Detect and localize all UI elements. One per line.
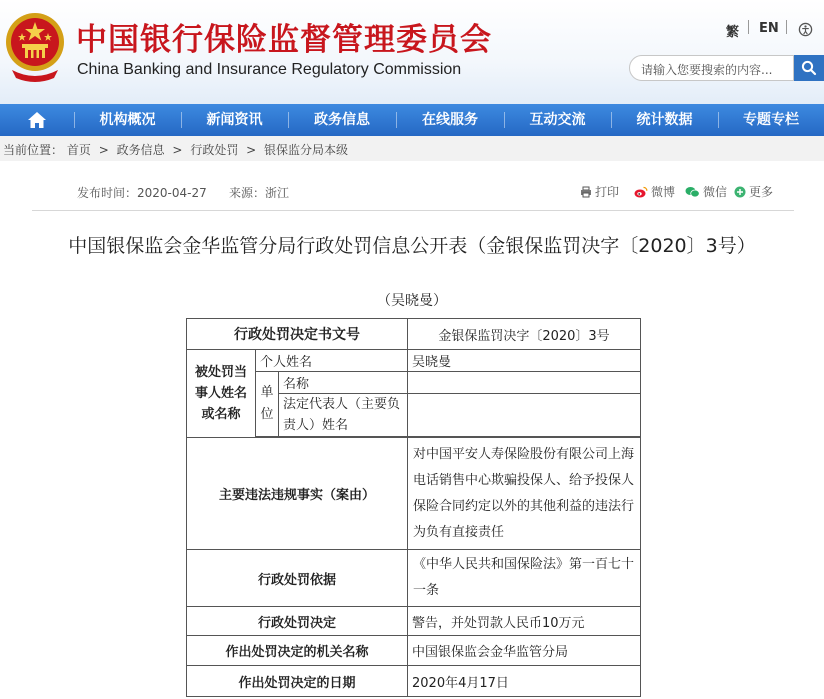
authority-label: 作出处罚决定的机关名称	[187, 636, 408, 666]
more-label: 更多	[749, 185, 774, 199]
nav-item-government-info[interactable]: 政务信息	[314, 112, 370, 128]
lang-english-link[interactable]: EN	[759, 21, 779, 36]
share-wechat-button[interactable]	[685, 183, 727, 200]
site-title-cn: 中国银行保险监督管理委员会	[76, 22, 492, 58]
wechat-label: 微信	[703, 185, 728, 199]
legal-rep-value	[408, 394, 641, 437]
table-row	[187, 550, 641, 607]
nav-item-interaction[interactable]: 互动交流	[529, 112, 586, 128]
plus-circle-icon	[734, 186, 746, 198]
article-meta	[0, 180, 824, 204]
legal-rep-label: 法定代表人（主要负责人）姓名	[279, 394, 408, 437]
individual-label: 个人姓名	[256, 350, 408, 372]
publish-value: 2020-04-27	[137, 186, 207, 200]
doc-no-value: 金银保监罚决字〔2020〕3号	[408, 319, 641, 350]
unit-name-value	[408, 372, 641, 394]
table-row	[187, 438, 641, 550]
article-subject: （吴晓曼）	[377, 293, 447, 309]
national-emblem-icon	[4, 6, 66, 88]
doc-no-label: 行政处罚决定书文号	[187, 319, 408, 350]
meta-divider	[32, 210, 794, 211]
search-button[interactable]	[794, 55, 824, 81]
individual-name-value: 吴晓曼	[408, 350, 641, 372]
table-row	[187, 666, 641, 697]
facts-label: 主要违法违规事实（案由）	[187, 438, 408, 550]
breadcrumb-separator: >	[98, 143, 109, 157]
date-label: 作出处罚决定的日期	[187, 666, 408, 697]
breadcrumb-link-government-info[interactable]: 政务信息	[116, 143, 165, 157]
share-weibo-button[interactable]	[634, 183, 675, 200]
publish-date	[77, 184, 207, 201]
unit-label: 单位	[256, 372, 279, 437]
site-header	[0, 0, 824, 104]
table-row	[187, 636, 641, 666]
nav-item-about[interactable]: 机构概况	[99, 112, 156, 128]
nav-item-statistics[interactable]: 统计数据	[636, 112, 693, 128]
date-value: 2020年4月17日	[408, 666, 641, 697]
table-row	[187, 372, 641, 394]
table-row	[187, 607, 641, 636]
basis-value: 《中华人民共和国保险法》第一百七十一条	[408, 550, 641, 607]
home-icon	[27, 111, 47, 129]
nav-item-news[interactable]: 新闻资讯	[206, 112, 263, 128]
print-button[interactable]	[580, 183, 619, 200]
decision-value: 警告，并处罚款人民币10万元	[408, 607, 641, 636]
table-row	[187, 319, 641, 350]
penalty-info-table	[186, 318, 641, 697]
nav-item-online-service[interactable]: 在线服务	[422, 112, 478, 128]
breadcrumb	[0, 136, 824, 161]
table-row	[187, 350, 641, 372]
source-value: 浙江	[265, 186, 290, 200]
site-title-en: China Banking and Insurance Regulatory Commission	[77, 61, 462, 78]
search-icon	[801, 60, 817, 76]
party-label: 被处罚当事人姓名或名称	[187, 350, 256, 438]
source-label: 来源：	[229, 186, 266, 200]
weibo-icon	[634, 186, 648, 198]
breadcrumb-link-branch[interactable]: 银保监分局本级	[264, 143, 349, 157]
nav-item-special-topics[interactable]: 专题专栏	[743, 112, 799, 128]
breadcrumb-link-home[interactable]: 首页	[66, 143, 91, 157]
breadcrumb-separator: >	[246, 143, 257, 157]
breadcrumb-separator: >	[172, 143, 183, 157]
nav-home[interactable]	[0, 104, 74, 136]
authority-value: 中国银保监会金华监管分局	[408, 636, 641, 666]
basis-label: 行政处罚依据	[187, 550, 408, 607]
breadcrumb-link-penalty[interactable]: 行政处罚	[190, 143, 239, 157]
lang-divider	[786, 20, 787, 34]
article-title: 中国银保监会金华监管分局行政处罚信息公开表（金银保监罚决字〔2020〕3号）	[68, 235, 756, 257]
wechat-icon	[685, 186, 700, 198]
search-input[interactable]: 请输入您要搜索的内容...	[629, 55, 794, 81]
printer-icon	[580, 186, 592, 198]
facts-value: 对中国平安人寿保险股份有限公司上海电话销售中心欺骗投保人、给予投保人保险合同约定以外的其他利益的违法行为负有直接责任	[408, 438, 641, 550]
accessibility-icon[interactable]	[798, 22, 813, 37]
share-more-button[interactable]	[734, 183, 773, 200]
weibo-label: 微博	[651, 185, 676, 199]
lang-divider	[748, 20, 749, 34]
unit-name-label: 名称	[279, 372, 408, 394]
print-label: 打印	[595, 185, 620, 199]
source	[229, 184, 289, 201]
publish-label: 发布时间：	[77, 186, 138, 200]
decision-label: 行政处罚决定	[187, 607, 408, 636]
breadcrumb-prefix: 当前位置：	[3, 143, 64, 157]
lang-traditional-link[interactable]: 繁	[726, 25, 740, 40]
main-nav	[0, 104, 824, 136]
